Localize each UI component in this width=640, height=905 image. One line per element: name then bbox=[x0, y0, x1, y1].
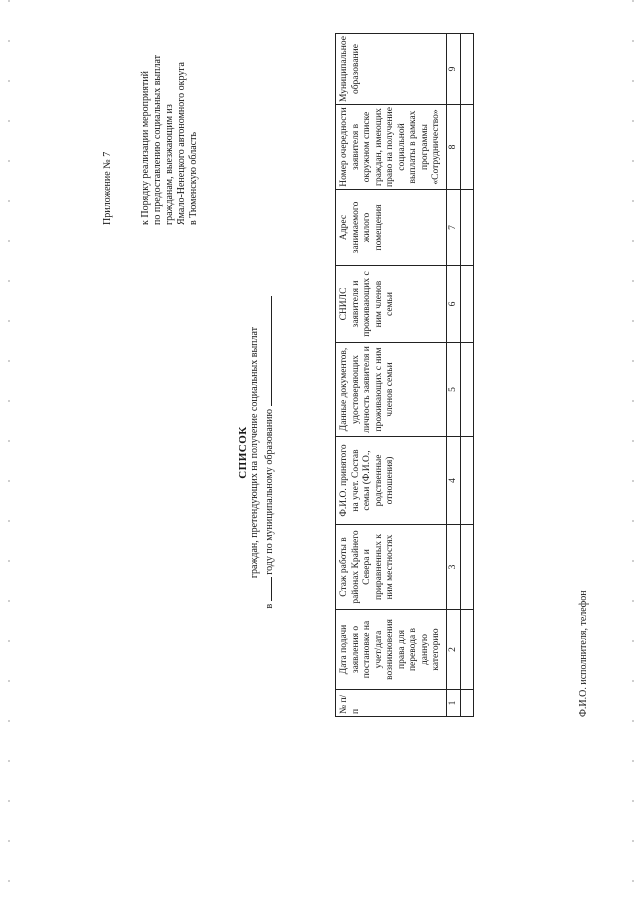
title-block bbox=[237, 0, 276, 905]
appendix-line: гражданам, выезжающим из bbox=[164, 104, 175, 225]
table-cell bbox=[461, 437, 474, 525]
table-cell bbox=[461, 34, 474, 105]
table-cell bbox=[461, 266, 474, 343]
column-number: 9 bbox=[446, 34, 461, 105]
table-cell bbox=[461, 690, 474, 717]
column-number: 6 bbox=[446, 266, 461, 343]
appendix-number: Приложение № 7 bbox=[102, 151, 113, 225]
appendix-line: в Тюменскую область bbox=[188, 131, 199, 225]
executor-signature-line: Ф.И.О. исполнителя, телефон bbox=[578, 590, 589, 717]
appendix-header bbox=[102, 55, 200, 225]
title-year-line bbox=[261, 297, 276, 609]
column-number: 2 bbox=[446, 610, 461, 690]
year-prefix: в bbox=[264, 603, 275, 609]
appendix-line: Ямало-Ненецкого автономного округа bbox=[176, 62, 187, 225]
column-number: 5 bbox=[446, 343, 461, 437]
table-cell bbox=[461, 105, 474, 190]
column-header-application-date: Дата подачи заявления о постановке на учет/дата возникновения права для перевода в данную категорию bbox=[336, 610, 447, 690]
table-row bbox=[461, 34, 474, 717]
column-number-row bbox=[446, 34, 461, 717]
column-header-municipality: Муниципальное образование bbox=[336, 34, 447, 105]
column-number: 8 bbox=[446, 105, 461, 190]
column-header-address: Адрес занимаемого жилого помещения bbox=[336, 190, 447, 266]
citizens-table bbox=[335, 33, 474, 717]
table-header-row bbox=[336, 34, 447, 717]
appendix-line: к Порядку реализации мероприятий bbox=[140, 71, 151, 225]
municipality-blank bbox=[261, 297, 272, 407]
year-suffix: году по муниципальному образованию bbox=[264, 409, 275, 575]
column-number: 1 bbox=[446, 690, 461, 717]
table-cell bbox=[461, 525, 474, 610]
column-number: 3 bbox=[446, 525, 461, 610]
page-title: СПИСОК bbox=[237, 426, 249, 479]
column-header-snils: СНИЛС заявителя и проживающих с ним членов семьи bbox=[336, 266, 447, 343]
table-cell bbox=[461, 343, 474, 437]
appendix-line: по предоставлению социальных выплат bbox=[152, 54, 163, 225]
table-cell bbox=[461, 610, 474, 690]
column-header-work-experience: Стаж работы в районах Крайнего Севера и приравненных к ним местностях bbox=[336, 525, 447, 610]
column-header-number: № п/п bbox=[336, 690, 447, 717]
column-number: 7 bbox=[446, 190, 461, 266]
title-subtitle: граждан, претендующих на получение социальных выплат bbox=[249, 326, 260, 579]
table-cell bbox=[461, 190, 474, 266]
year-blank bbox=[261, 577, 272, 601]
column-header-full-name: Ф.И.О. принятого на учет. Состав семьи (Ф.И.О., родственные отношения) bbox=[336, 437, 447, 525]
column-header-queue-number: Номер очередности заявителя в окружном списке граждан, имеющих право на получение социальной выплаты в рамках программы «Сотрудничество» bbox=[336, 105, 447, 190]
column-header-id-documents: Данные документов, удостоверяющих личность заявителя и проживающих с ним членов семьи bbox=[336, 343, 447, 437]
column-number: 4 bbox=[446, 437, 461, 525]
